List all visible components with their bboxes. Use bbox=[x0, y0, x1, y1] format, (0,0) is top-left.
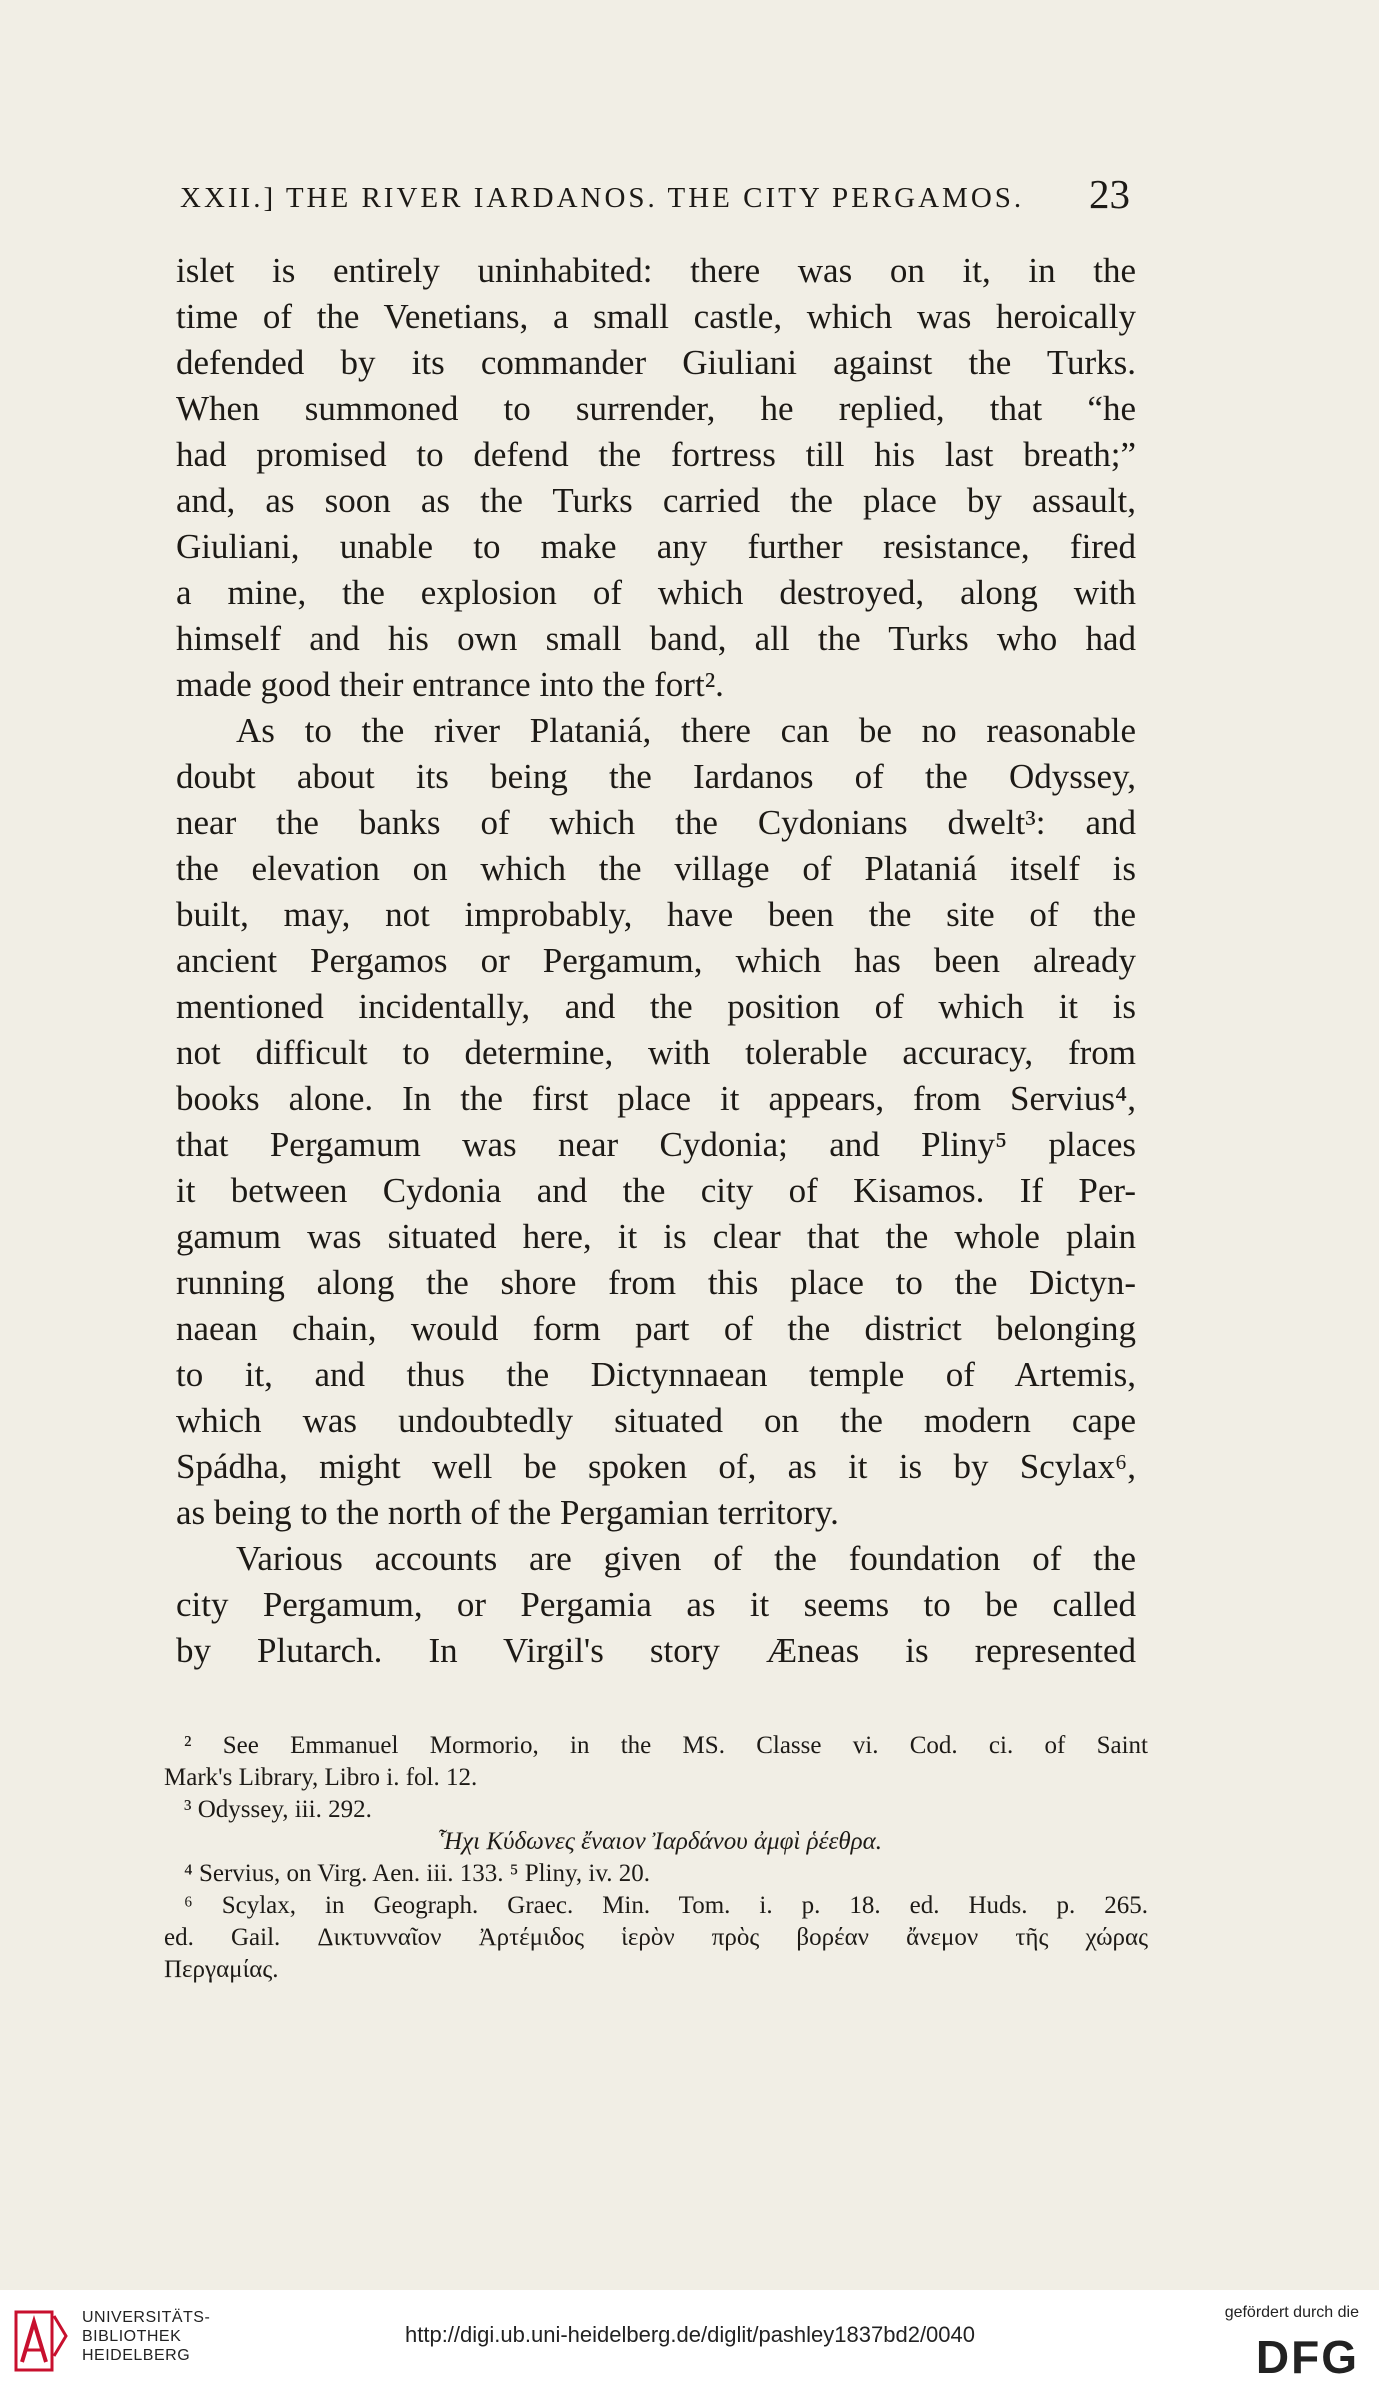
body-line: a mine, the explosion of which destroyed, along with bbox=[176, 573, 1136, 612]
body-line: made good their entrance into the fort². bbox=[176, 665, 724, 704]
page-number: 23 bbox=[1089, 171, 1130, 217]
running-title: XXII.] THE RIVER IARDANOS. THE CITY PERGAMOS. bbox=[180, 182, 1025, 214]
body-line: by Plutarch. In Virgil's story Æneas is represented bbox=[176, 1631, 1136, 1670]
body-line: As to the river Plataniá, there can be no reasonable bbox=[236, 711, 1136, 750]
viewer-footer bbox=[0, 2290, 1379, 2394]
footnote-line: ⁴ Servius, on Virg. Aen. iii. 133. ⁵ Pliny, iv. 20. bbox=[184, 1860, 650, 1887]
footnote-line: ed. Gail. Δικτυνναῖον Ἀρτέμιδος ἱερὸν πρὸς βορέαν ἄνεμον τῆς χώρας bbox=[164, 1924, 1148, 1951]
footnote-line: ² See Emmanuel Mormorio, in the MS. Classe vi. Cod. ci. of Saint bbox=[184, 1732, 1148, 1759]
university-library-logo-icon bbox=[14, 2306, 70, 2376]
body-line: himself and his own small band, all the Turks who had bbox=[176, 619, 1136, 658]
body-line: that Pergamum was near Cydonia; and Pliny⁵ places bbox=[176, 1125, 1136, 1164]
body-line: doubt about its being the Iardanos of the Odyssey, bbox=[176, 757, 1136, 796]
footnote-line: ⁶ Scylax, in Geograph. Graec. Min. Tom. i. p. 18. ed. Huds. p. 265. bbox=[184, 1892, 1148, 1919]
permalink-url[interactable]: http://digi.ub.uni-heidelberg.de/diglit/pashley1837bd2/0040 bbox=[405, 2322, 975, 2347]
body-line: gamum was situated here, it is clear that the whole plain bbox=[176, 1217, 1136, 1256]
body-line: it between Cydonia and the city of Kisamos. If Per- bbox=[176, 1171, 1136, 1210]
body-line: books alone. In the first place it appears, from Servius⁴, bbox=[176, 1079, 1136, 1118]
body-line: When summoned to surrender, he replied, that “he bbox=[176, 389, 1136, 428]
body-line: to it, and thus the Dictynnaean temple of Artemis, bbox=[176, 1355, 1136, 1394]
body-line: not difficult to determine, with tolerable accuracy, from bbox=[176, 1033, 1136, 1072]
footnote-line: Mark's Library, Libro i. fol. 12. bbox=[164, 1764, 478, 1791]
body-line: Spádha, might well be spoken of, as it is by Scylax⁶, bbox=[176, 1447, 1136, 1486]
body-line: built, may, not improbably, have been the site of the bbox=[176, 895, 1136, 934]
body-line: the elevation on which the village of Plataniá itself is bbox=[176, 849, 1136, 888]
body-line: defended by its commander Giuliani against the Turks. bbox=[176, 343, 1136, 382]
footnote-greek-quote: Ἧχι Κύδωνες ἔναιον Ἰαρδάνου ἀμφὶ ῥέεθρα. bbox=[438, 1828, 882, 1855]
institution-name: UNIVERSITÄTS- BIBLIOTHEK HEIDELBERG bbox=[82, 2309, 211, 2364]
body-line: which was undoubtedly situated on the modern cape bbox=[176, 1401, 1136, 1440]
body-line: as being to the north of the Pergamian territory. bbox=[176, 1493, 839, 1532]
body-line: Various accounts are given of the foundation of the bbox=[236, 1539, 1136, 1578]
body-line: Giuliani, unable to make any further resistance, fired bbox=[176, 527, 1136, 566]
body-line: near the banks of which the Cydonians dwelt³: and bbox=[176, 803, 1136, 842]
body-line: islet is entirely uninhabited: there was on it, in the bbox=[176, 251, 1136, 290]
footnote-line: Περγαμίας. bbox=[164, 1956, 279, 1983]
body-line: and, as soon as the Turks carried the place by assault, bbox=[176, 481, 1136, 520]
dfg-logo: DFG bbox=[1255, 2331, 1359, 2383]
body-line: mentioned incidentally, and the position of which it is bbox=[176, 987, 1136, 1026]
body-line: had promised to defend the fortress till his last breath;” bbox=[176, 435, 1136, 474]
body-line: time of the Venetians, a small castle, which was heroically bbox=[176, 297, 1136, 336]
body-line: running along the shore from this place to the Dictyn- bbox=[176, 1263, 1136, 1302]
body-line: ancient Pergamos or Pergamum, which has been already bbox=[176, 941, 1136, 980]
body-line: naean chain, would form part of the district belonging bbox=[176, 1309, 1136, 1348]
funded-by-label: gefördert durch die bbox=[1224, 2304, 1359, 2321]
body-line: city Pergamum, or Pergamia as it seems to be called bbox=[176, 1585, 1136, 1624]
running-header bbox=[180, 170, 1130, 230]
footnote-line: ³ Odyssey, iii. 292. bbox=[184, 1796, 372, 1823]
